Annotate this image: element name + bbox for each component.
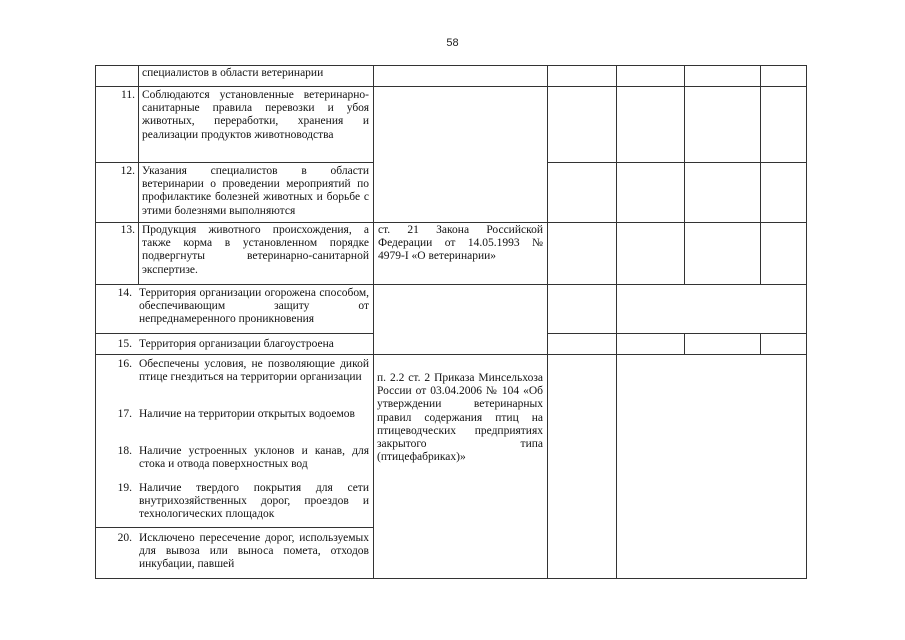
row-text: Продукция животного происхождения, а также корма в установленном порядке подвергнуты ветеринарно-санитарной экспертизе.	[142, 224, 369, 276]
row-text: Обеспечены условия, не позволяющие дикой птице гнездиться на территории организации	[139, 358, 369, 384]
row-number: 20.	[117, 532, 132, 544]
row-text: Исключено пересечение дорог, используемых для вывоза или выноса помета, отходов инкубации, павшей	[139, 532, 369, 571]
row-number: 16.	[117, 358, 132, 370]
row-number: 19.	[117, 482, 132, 494]
row-text: специалистов в области ветеринарии	[142, 67, 324, 79]
row-text: Соблюдаются установленные ветеринарно-санитарные правила перевозки и убоя животных, переработки, хранения и реализации продуктов животноводства	[142, 89, 369, 141]
legal-reference: ст. 21 Закона Российской Федерации от 14.05.1993 № 4979-I «О ветеринарии»	[378, 224, 543, 263]
row-text: Территория организации благоустроена	[139, 338, 334, 350]
page-number: 58	[446, 37, 459, 49]
row-number: 11.	[121, 89, 135, 101]
row-number: 14.	[117, 287, 132, 299]
row-number: 13.	[120, 224, 135, 236]
row-text: Наличие твердого покрытия для сети внутрихозяйственных дорог, проездов и технологических площадок	[139, 482, 369, 521]
row-text: Территория организации огорожена способом, обеспечивающим защиту от непреднамеренного проникновения	[139, 287, 369, 326]
row-text: Наличие на территории открытых водоемов	[139, 408, 355, 420]
row-number: 12.	[120, 165, 135, 177]
row-number: 18.	[117, 445, 132, 457]
legal-reference: п. 2.2 ст. 2 Приказа Минсельхоза России от 03.04.2006 № 104 «Об утверждении ветеринарных правил содержания птиц на птицеводческих предприятиях закрытого типа (птицефабриках)»	[377, 372, 543, 464]
row-text: Указания специалистов в области ветеринарии о проведении мероприятий по профилактике болезней животных и борьбе с этими болезнями выполняются	[142, 165, 369, 217]
row-text: Наличие устроенных уклонов и канав, для стока и отвода поверхностных вод	[139, 445, 369, 471]
row-number: 17.	[117, 408, 132, 420]
row-number: 15.	[117, 338, 132, 350]
